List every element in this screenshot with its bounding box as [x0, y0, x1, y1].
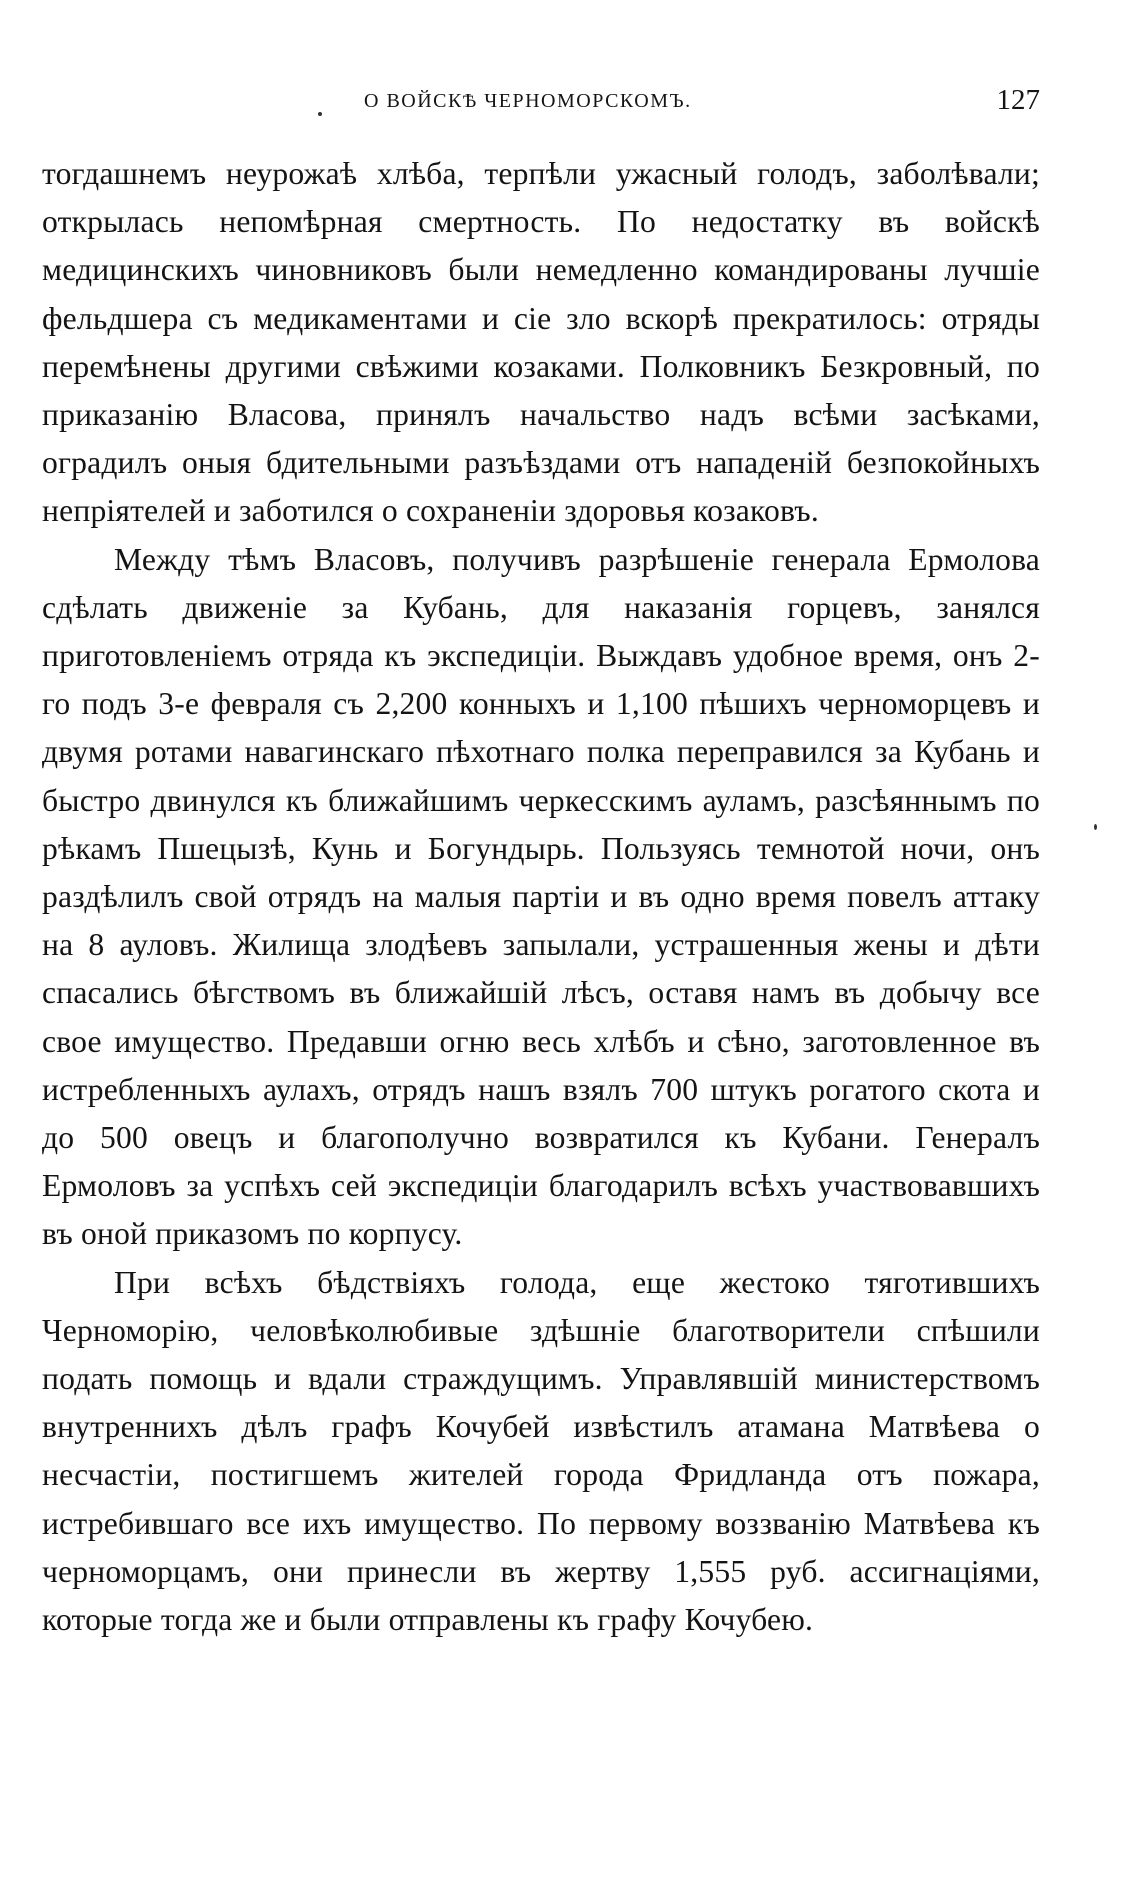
page-header [42, 84, 1040, 124]
paragraph-3: При всѣхъ бѣдствіяхъ голода, еще жестоко тяготившихъ Черноморію, человѣколюбивые здѣшніе благотворители спѣшили подать помощь и вдали страждущимъ. Управлявшій министерствомъ внутреннихъ дѣлъ графъ Кочубей извѣстилъ атамана Матвѣева о несчастіи, постигшемъ жителей города Фридланда отъ пожара, истребившаго все ихъ имущество. По первому воззванію Матвѣева къ черноморцамъ, они принесли въ жертву 1,555 руб. ассигнаціями, которые тогда же и были отправлены къ графу Кочубею. [42, 1264, 1040, 1638]
paragraph-1: тогдашнемъ неурожаѣ хлѣба, терпѣли ужасный голодъ, заболѣвали; открылась непомѣрная смертность. По недостатку въ войскѣ медицинскихъ чиновниковъ были немедленно командированы лучшіе фельдшера съ медикаментами и сіе зло вскорѣ прекратилось: отряды перемѣнены другими свѣжими козаками. Полковникъ Безкровный, по приказанію Власова, принялъ начальство надъ всѣми засѣками, оградилъ оныя бдительными разъѣздами отъ нападеній безпокойныхъ непріятелей и заботился о сохраненіи здоровья козаковъ. [42, 156, 1040, 529]
running-title: О ВОЙСКѢ ЧЕРНОМОРСКОМЪ. [364, 90, 692, 112]
book-page [42, 0, 1040, 1878]
body-text [42, 150, 1040, 1644]
print-speck [1094, 824, 1097, 830]
page-number: 127 [996, 84, 1040, 116]
print-speck [318, 112, 322, 116]
paragraph-2: Между тѣмъ Власовъ, получивъ разрѣшеніе генерала Ермолова сдѣлать движеніе за Кубань, для наказанія горцевъ, занялся приготовленіемъ отряда къ экспедиціи. Выждавъ удобное время, онъ 2-го подъ 3-е февраля съ 2,200 конныхъ и 1,100 пѣшихъ черноморцевъ и двумя ротами навагинскаго пѣхотнаго полка переправился за Кубань и быстро двинулся къ ближайшимъ черкесскимъ ауламъ, разсѣяннымъ по рѣкамъ Пшецызѣ, Кунь и Богундырь. Пользуясь темнотой ночи, онъ раздѣлилъ свой отрядъ на малыя партіи и въ одно время повелъ аттаку на 8 ауловъ. Жилища злодѣевъ запылали, устрашенныя жены и дѣти спасались бѣгствомъ въ ближайшій лѣсъ, оставя намъ въ добычу все свое имущество. Предавши огню весь хлѣбъ и сѣно, заготовленное въ истребленныхъ аулахъ, отрядъ нашъ взялъ 700 штукъ рогатого скота и до 500 овецъ и благополучно возвратился къ Кубани. Генералъ Ермоловъ за успѣхъ сей экспедиціи благодарилъ всѣхъ участвовавшихъ въ оной приказомъ по корпусу. [42, 541, 1040, 1252]
